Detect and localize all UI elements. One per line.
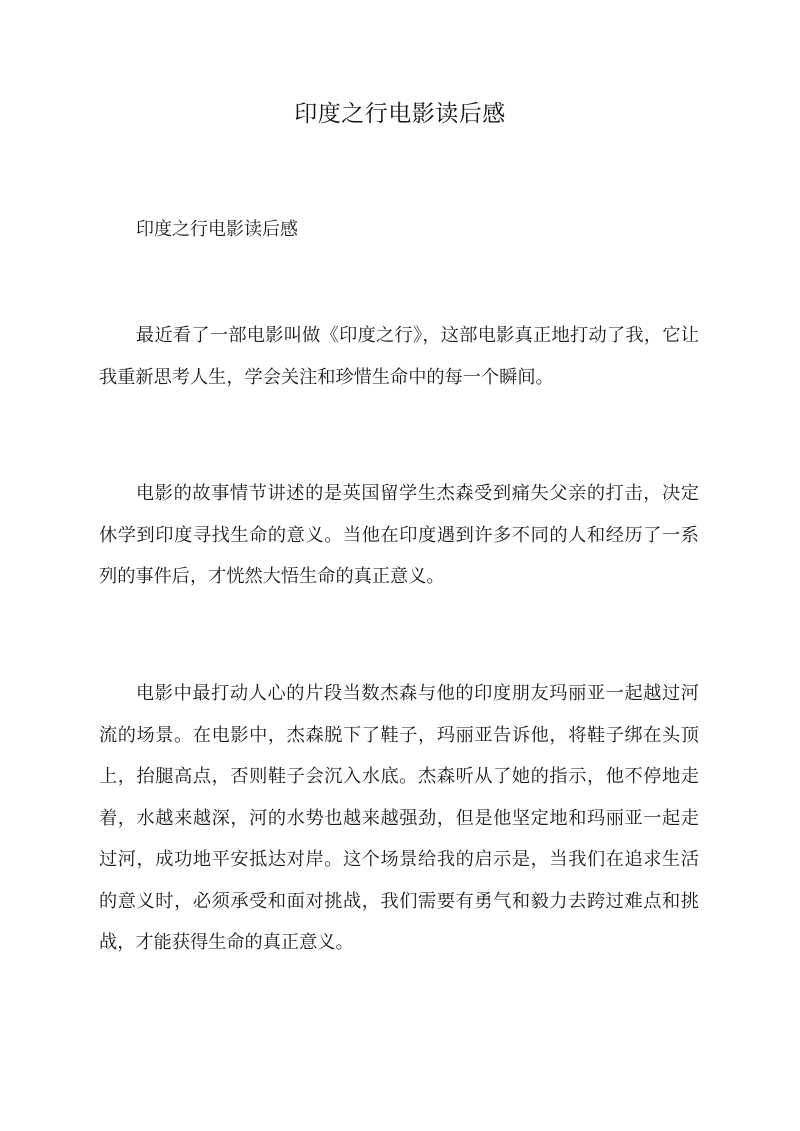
paragraph-1: 最近看了一部电影叫做《印度之行》，这部电影真正地打动了我，它让我重新思考人生，学会关注和珍惜生命中的每一个瞬间。 [99, 325, 699, 388]
document-subtitle: 印度之行电影读后感 [136, 219, 298, 240]
paragraph-2: 电影的故事情节讲述的是英国留学生杰森受到痛失父亲的打击，决定休学到印度寻找生命的意义。当他在印度遇到许多不同的人和经历了一系列的事件后，才恍然大悟生命的真正意义。 [99, 483, 699, 587]
paragraph-3: 电影中最打动人心的片段当数杰森与他的印度朋友玛丽亚一起越过河流的场景。在电影中，杰森脱下了鞋子，玛丽亚告诉他，将鞋子绑在头顶上，抬腿高点，否则鞋子会沉入水底。杰森听从了她的指示，他不停地走着，水越来越深，河的水势也越来越强劲，但是他坚定地和玛丽亚一起走过河，成功地平安抵达对岸。这个场景给我的启示是，当我们在追求生活的意义时，必须承受和面对挑战，我们需要有勇气和毅力去跨过难点和挑战，才能获得生命的真正意义。 [99, 683, 699, 953]
document-title: 印度之行电影读后感 [294, 101, 506, 127]
